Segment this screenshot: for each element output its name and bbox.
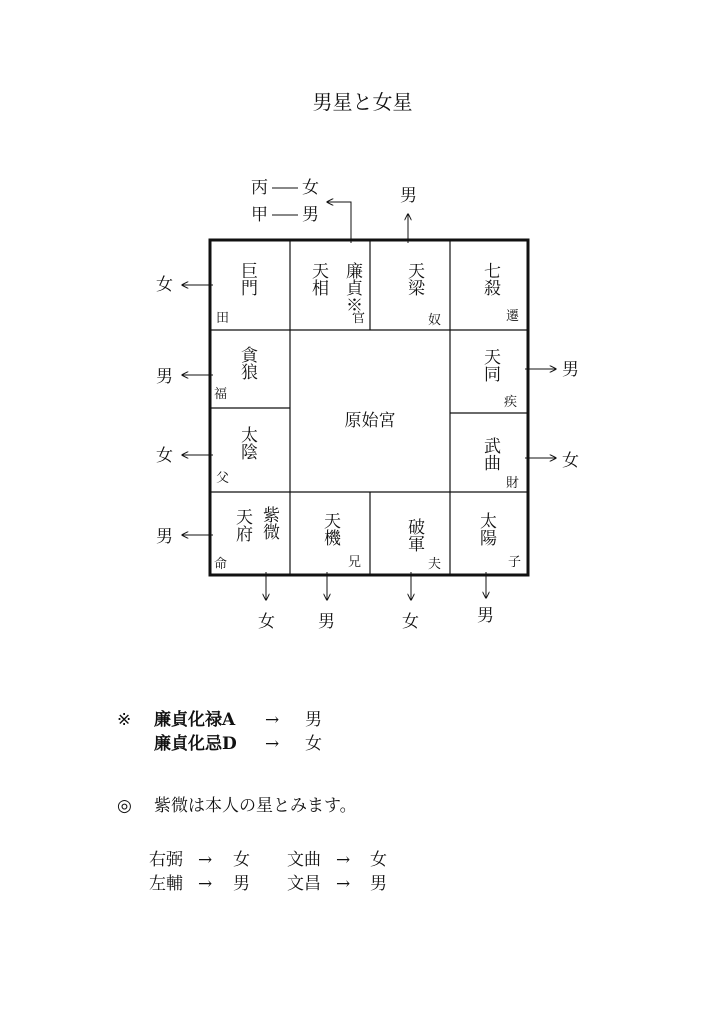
- note-lianzhen-a: 廉貞化禄A: [154, 710, 236, 730]
- palace-label-xiong: 兄: [348, 555, 362, 570]
- palace-nu: [370, 240, 450, 330]
- gender-fumu: 女: [156, 446, 173, 466]
- center-palace: [290, 330, 450, 492]
- star-qisha: 七殺: [480, 262, 500, 296]
- center-label: 原始宮: [344, 411, 396, 431]
- star-tianji: 天機: [320, 512, 340, 546]
- palace-label-nu: 奴: [428, 313, 442, 328]
- note-arrow-3: →: [198, 850, 213, 870]
- star-lianzhen: 廉貞※: [342, 262, 362, 313]
- note-arrow-2: →: [265, 734, 280, 754]
- gender-zi: 男: [477, 606, 494, 626]
- palace-label-guan: 官: [352, 311, 366, 326]
- gender-ji: 男: [562, 360, 579, 380]
- palace-qian: [450, 240, 528, 330]
- note-youbi: 右弼: [149, 850, 183, 870]
- palace-label-ming: 命: [214, 557, 228, 572]
- gender-xiong: 男: [318, 612, 335, 632]
- gender-fu: 男: [156, 367, 173, 387]
- palace-zi: [450, 492, 528, 575]
- palace-fuqi: [370, 492, 450, 575]
- palace-fumu: [210, 408, 290, 492]
- palace-guan: [290, 240, 370, 330]
- note-wenchang: 文昌: [287, 874, 321, 894]
- gender-ming-bottom: 女: [258, 612, 275, 632]
- jia-label: 甲: [251, 205, 268, 225]
- bing-gender: 女: [302, 178, 319, 198]
- palace-label-fumu: 父: [216, 471, 230, 486]
- palace-label-fuqi: 夫: [428, 557, 442, 572]
- page-title: 男星と女星: [312, 90, 413, 114]
- note-wenqu: 文曲: [287, 850, 321, 870]
- gender-cai: 女: [562, 451, 579, 471]
- palace-ming: [210, 492, 290, 575]
- note-wenqu-result: 女: [370, 850, 387, 870]
- star-wuqu: 武曲: [480, 437, 500, 471]
- palace-label-zi: 子: [508, 555, 522, 570]
- gender-tian: 女: [156, 275, 173, 295]
- note-zuofu-result: 男: [233, 874, 250, 894]
- star-jumen: 巨門: [237, 262, 257, 296]
- star-tanlang: 貪狼: [237, 346, 257, 380]
- palace-label-ji: 疾: [504, 395, 518, 410]
- palace-label-tian: 田: [216, 311, 230, 326]
- palace-ji: [450, 330, 528, 413]
- note-ziwei: 紫微は本人の星とみます。: [154, 796, 357, 816]
- note-lianzhen-d: 廉貞化忌D: [154, 734, 237, 754]
- gender-ming: 男: [156, 527, 173, 547]
- note-youbi-result: 女: [233, 850, 250, 870]
- note-arrow-1: →: [265, 710, 280, 730]
- note-mark-double-circle: ◎: [117, 796, 132, 816]
- note-zuofu: 左輔: [149, 874, 183, 894]
- note-lianzhen-d-result: 女: [305, 734, 322, 754]
- star-tianliang: 天梁: [404, 262, 424, 296]
- note-arrow-6: →: [336, 874, 351, 894]
- bing-label: 丙: [251, 178, 268, 198]
- jia-gender: 男: [302, 205, 319, 225]
- star-pojun: 破軍: [404, 518, 424, 552]
- star-ziwei: 紫微: [259, 506, 279, 540]
- palace-tian: [210, 240, 290, 330]
- gender-fuqi: 女: [402, 612, 419, 632]
- note-lianzhen-a-result: 男: [305, 710, 322, 730]
- palace-label-qian: 遷: [506, 309, 520, 324]
- palace-label-cai: 財: [506, 476, 520, 491]
- palace-fu: [210, 330, 290, 408]
- palace-label-fu: 福: [214, 387, 228, 402]
- palace-xiong: [290, 492, 370, 575]
- star-tianfu: 天府: [232, 508, 252, 542]
- star-taiyang: 太陽: [476, 512, 496, 546]
- note-wenchang-result: 男: [370, 874, 387, 894]
- star-tiantong: 天同: [480, 348, 500, 382]
- note-mark-asterisk: ※: [117, 710, 132, 730]
- gender-nu: 男: [400, 186, 417, 206]
- palace-cai: [450, 413, 528, 492]
- note-arrow-4: →: [336, 850, 351, 870]
- note-arrow-5: →: [198, 874, 213, 894]
- star-tianxiang: 天相: [308, 262, 328, 296]
- star-taiyin: 太陰: [237, 426, 257, 460]
